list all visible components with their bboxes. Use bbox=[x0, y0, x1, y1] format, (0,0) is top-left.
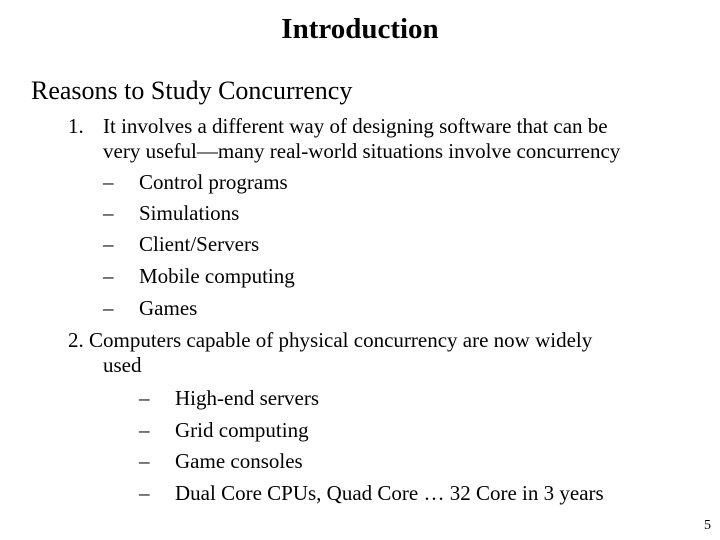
section-heading: Reasons to Study Concurrency bbox=[31, 76, 353, 105]
point-1-item-dash: – bbox=[103, 232, 114, 256]
point-1-item: Control programs bbox=[139, 170, 288, 194]
point-1-item: Mobile computing bbox=[139, 264, 295, 288]
page-number: 5 bbox=[704, 518, 711, 533]
point-2-item-dash: – bbox=[139, 481, 150, 505]
point-2-item: High-end servers bbox=[175, 386, 320, 410]
point-1-line-1: It involves a different way of designing software that can be bbox=[103, 114, 608, 138]
point-2-item: Game consoles bbox=[175, 449, 303, 473]
point-1-number: 1. bbox=[68, 114, 84, 138]
point-1-item-dash: – bbox=[103, 170, 114, 194]
slide-title: Introduction bbox=[281, 13, 439, 45]
point-1-item-dash: – bbox=[103, 296, 114, 320]
point-1-item: Simulations bbox=[139, 201, 240, 225]
point-2-line-2: used bbox=[103, 353, 142, 377]
point-1-item: Client/Servers bbox=[139, 232, 260, 256]
point-2-item-dash: – bbox=[139, 386, 150, 410]
point-2-item: Grid computing bbox=[175, 418, 309, 442]
point-2-item-dash: – bbox=[139, 418, 150, 442]
point-2-item-dash: – bbox=[139, 449, 150, 473]
point-2-line-1: 2. Computers capable of physical concurrency are now widely bbox=[68, 328, 593, 352]
point-1-item-dash: – bbox=[103, 201, 114, 225]
point-2-item: Dual Core CPUs, Quad Core … 32 Core in 3 years bbox=[175, 481, 604, 505]
point-1-line-2: very useful—many real-world situations involve concurrency bbox=[103, 139, 621, 163]
point-1-item-dash: – bbox=[103, 264, 114, 288]
point-1-item: Games bbox=[139, 296, 198, 320]
